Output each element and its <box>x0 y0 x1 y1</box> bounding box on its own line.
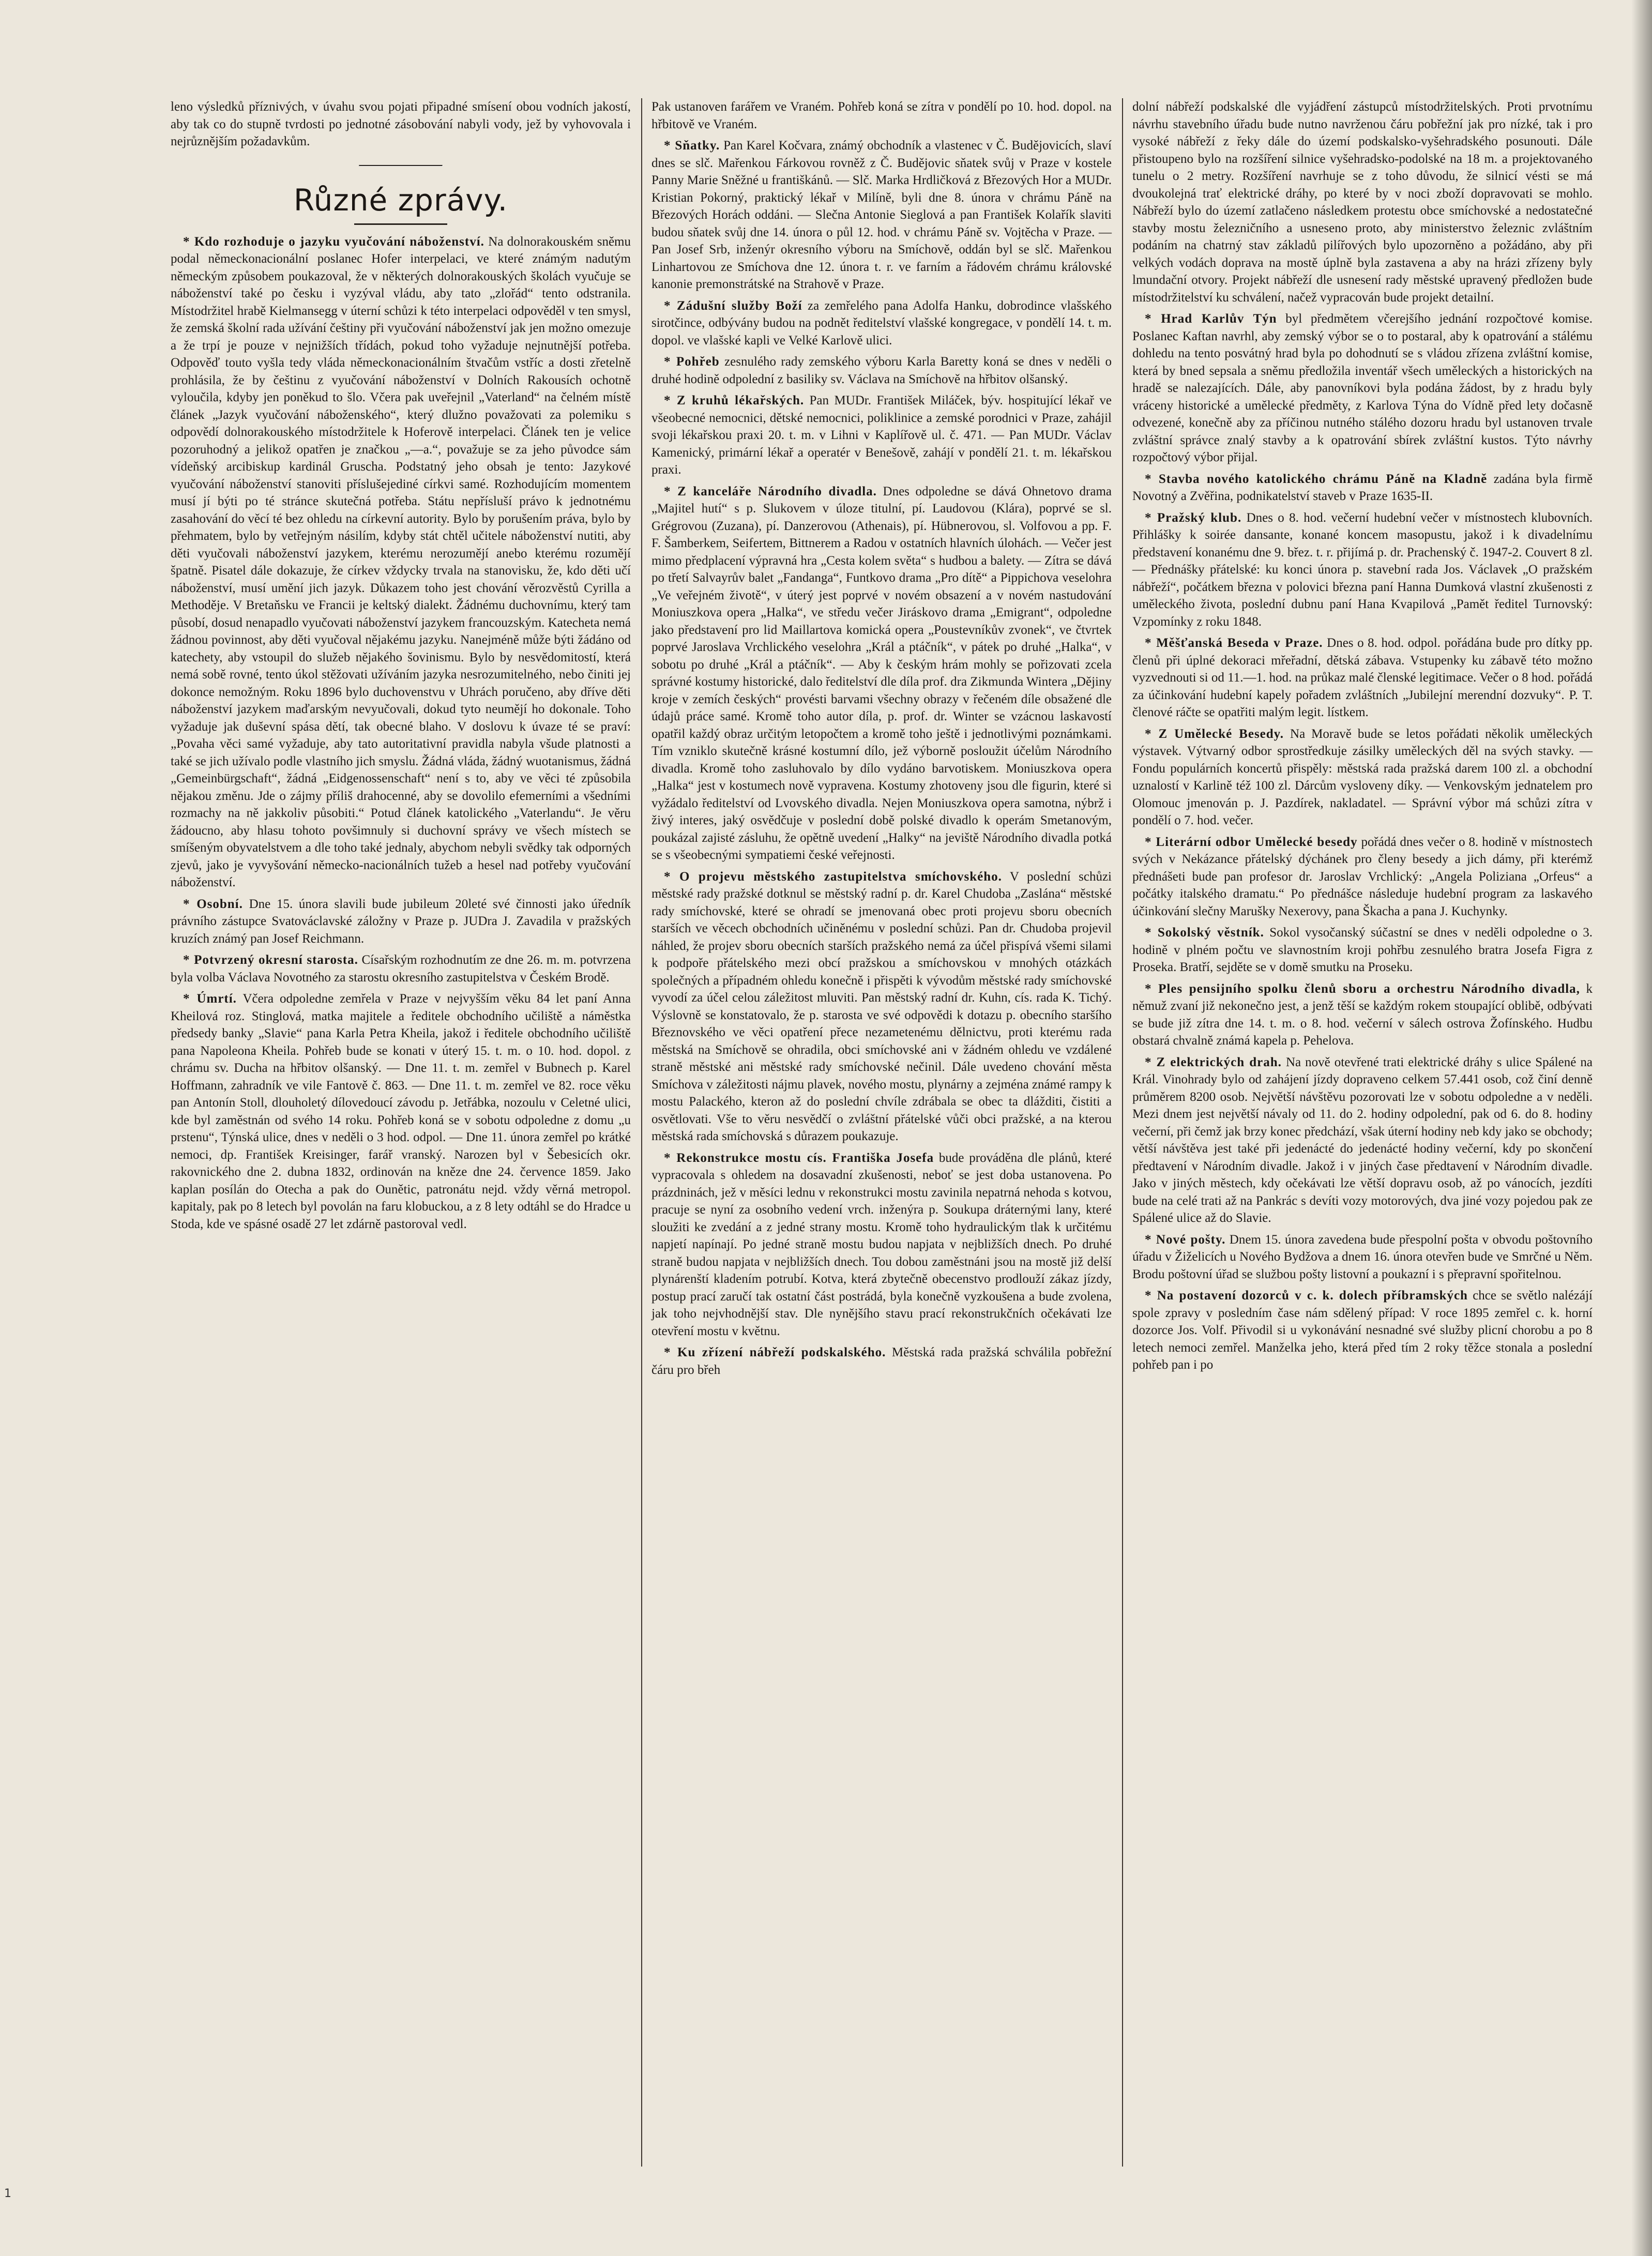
article-text: leno výsledků příznivých, v úvahu svou pojati připadné smísení obou vodních jakostí, aby tak co do stupně tvrdosti po jednotné zásobování nabyli vody, jež by vyhovovala i nejrůznějším požadavkům. <box>171 100 631 148</box>
newspaper-page <box>155 98 1603 2177</box>
article-text: Pan Karel Kočvara, známý obchodník a vlastenec v Č. Budějovicích, slaví dnes se slč. Mařenkou Fárkovou rovněž z Č. Budějovic sňatek svůj v Praze v kostele Panny Marie Sněžné u františkánů. — Slč. Marka Hrdličková z Březových Hor a MUDr. Kristian Pokorný, praktický lékař v Milíně, byli dne 8. února v chrámu Páně na Březových Horách oddáni. — Slečna Antonie Sieglová a pan František Kolařík slaviti budou sňatek svůj dne 14. února o půl 12. hod. v chrámu Páně sv. Vojtěcha v Praze. — Pan Josef Srb, inženýr okresního výboru na Smíchově, oddán byl se slč. Mařenkou Linhartovou ze Smíchova dne 12. února t. r. ve farním a řádovém chrámu královské kanonie premonstrátské na Strahově v Praze. <box>651 139 1112 291</box>
article-title: * Pohřeb <box>664 355 720 369</box>
page-edge-shadow <box>1631 0 1652 2256</box>
section-rule <box>354 223 447 225</box>
article-text: k němuž zvaní již nekonečno jest, a jenž těší se každým rokem stoupající oblibě, odbývati se bude již zítra dne 14. t. m. o 8. hod. večerní v sálech ostrova Žofínského. Hudbu obstará chvalně známá kapela p. Pehelova. <box>1132 981 1593 1048</box>
article-title: * Úmrtí. <box>183 992 237 1006</box>
article-title: * Pražský klub. <box>1145 510 1242 525</box>
article <box>1132 634 1593 721</box>
article-title: * Ples pensijního spolku členů sboru a orchestru Národního divadla, <box>1145 981 1580 996</box>
article <box>171 233 631 891</box>
column-2 <box>651 98 1112 1383</box>
article-title: * Rekonstrukce mostu cís. Františka Josefa <box>664 1150 934 1165</box>
article-text: Městská rada pražská schválila pobřežní čáru pro břeh <box>651 1345 1112 1377</box>
article-text: Pak ustanoven farářem ve Vraném. Pohřeb koná se zítra v pondělí po 10. hod. dopol. na hřbitově ve Vraném. <box>651 100 1112 131</box>
article-text: Pan MUDr. František Miláček, býv. hospitující lékař ve všeobecné nemocnici, dětské nemocnici, poliklinice a zemské porodnici v Praze, zahájil svoji lékařskou praxi 20. t. m. v Lihni v Kaplířově ul. č. 471. — Pan MUDr. Václav Kamenický, primární lékař a operatér v Benešově, zahájí v pondělí 21. t. m. lékařskou praxi. <box>651 393 1112 477</box>
article-title: * Na postavení dozorců v c. k. dolech příbramských <box>1145 1289 1468 1303</box>
section-heading: Různé zprávy. <box>293 182 508 218</box>
article-title: * Sňatky. <box>664 139 720 153</box>
article-title: * Z elektrických drah. <box>1145 1055 1282 1069</box>
article-text: chce se světlo nalézájí spole zpravy v posledním čase nám sdělený případ: V roce 1895 zemřel c. k. horní dozorce Jos. Volf. Přivodil si u vykonávání nesnadné své služby plicní chorobu a po 8 letech nemoci zemřel. Manželka jeho, která před tím 2 roky těžce stonala a poslední pohřeb pan i po <box>1132 1289 1593 1372</box>
column-3 <box>1132 98 1593 1378</box>
article-title: * Kdo rozhoduje o jazyku vyučování náboženství. <box>183 234 484 249</box>
article <box>1132 1054 1593 1227</box>
article-text: Dnem 15. února zavedena bude přespolní pošta v obvodu poštovního úřadu v Žiželicích u Nového Bydžova a dnem 16. února otevřen bude ve Smrčné u Něm. Brodu poštovní úřad se službou pošty listovní a poukazní i s přepravní spořitelnou. <box>1132 1232 1593 1281</box>
column-divider <box>641 98 642 2167</box>
article-text: dolní nábřeží podskalské dle vyjádření zástupců místodržitelských. Proti prvotnímu návrhu stavebního úřadu bude nutno navrženou čáru pobřežní jak pro nízké, tak i pro vysoké nábřeží z řeky dále do území podskalsko-vyšehradského posunouti. Dále přistoupeno bylo na rozšíření silnice vyšehradsko-podolské na 18 m. a projektovaného tunelu o 2 metry. Rozšíření navrhuje se z toho důvodu, že silnicí vésti se má dvoukolejná trať elektrické dráhy, po které by v noci zboží dopravovati se mohlo. Nábřeží bylo do území zatlačeno následkem protestu obce smíchovské a nedostatečné stavby mostu železničního a usneseno proto, aby ministerstvo železnic zvláštním podáním na chatrný stav základů pilířových bylo upozorněno a požádáno, aby při velkých vodách doprava na mostě úplně byla zastavena a aby na hrázi zřízeny byly lmundační otvory. Projekt nábřeží dle usnesení rady městské upravený předložen bude místodržitelství ku schválení, načež vypracován bude projekt detailní. <box>1132 100 1593 305</box>
article <box>1132 1287 1593 1374</box>
article-text: Na nově otevřené trati elektrické dráhy s ulice Spálené na Král. Vinohrady bylo od zahájení jízdy dopraveno celkem 57.441 osob, což činí denně průměrem 8200 osob. Největší návštěvu pozorovati lze v sobotu odpoledne a v neděli. Mezi dnem jest největší návaly od 11. do 2. hodiny odpolední, pak od 6. do 8. hodiny večerní, při čemž jak brzy konec předchází, však úterní hodiny neb kdy jako se obchody; větší návštěva jest také při jedenácté do jedenácté hodiny večerní, kdy po skončení předtavení v Národním divadle. Jakož i v jiných čase předtavení v Národním divadle. Jako v jiných městech, kdy očekávati lze větší dopravu osob, až po vánocích, jezdíti bude na celé trati až na Pankrác s devíti vozy motorových, dva jiné vozy pojedou pak ze Spálené ulice až do Slavie. <box>1132 1055 1593 1225</box>
article-text: Dnes o 8. hod. večerní hudební večer v místnostech klubovních. Přihlášky k soirée dansante, konané koncem masopustu, jakož i k divadelnímu představení konanému dne 9. břez. t. r. přijímá p. dr. Prachenský č. 1947-2. Couvert 8 zl. — Přednášky přátelské: ku konci února p. stavební rada Jos. Václavek „O pražském nábřeží“, počátkem března v polovici března paní Hanna Dumková vlastní zkušenosti z uměleckého života, poslední dubnu paní Hana Kvapilová „Pamět ředitel Turnovský: Vzpomínky z roku 1848. <box>1132 510 1593 629</box>
article-title: * Z kanceláře Národního divadla. <box>664 484 877 498</box>
margin-mark: 1 <box>4 2187 11 2200</box>
article-text: pořádá dnes večer o 8. hodině v místnostech svých v Nekázance přátelský dýchánek pro členy besedy a jich dámy, při kterémž přednášeti bude pan profesor dr. Jaroslav Vrchlický: „Angela Poliziana „Orfeus“ a počátky italského dramatu.“ Po přednášce následuje hudební program za laskavého účinkování slečny Marušky Nexerovy, pana Škacha a pana J. Kuchynky. <box>1132 835 1593 918</box>
article-text: Včera odpoledne zemřela v Praze v nejvyšším věku 84 let paní Anna Kheilová roz. Stinglová, matka majitele a ředitele obchodního učiliště a náměstka předsedy banky „Slavie“ pana Karla Petra Kheila, jakož i ředitele obchodního učiliště pana Napoleona Kheila. Pohřeb bude se konati v úterý 15. t. m. o 10. hod. dopol. z chrámu sv. Ducha na hřbitov olšanský. — Dne 11. t. m. zemřel v Bubnech p. Karel Hoffmann, zahradník ve vile Fantově č. 863. — Dne 11. t. m. zemřel ve 82. roce věku pan Antonín Stoll, dlouholetý dílovedoucí závodu p. Jetřábka, nozoulu v Celetné ulici, kde byl zaměstnán od svého 14 roku. Pohřeb koná se v sobotu odpoledne z domu „u prstenu“, Týnská ulice, dnes v neděli o 3 hod. odpol. — Dne 11. února zemřel po krátké nemoci, dp. František Kreisinger, farář vranský. Narozen byl v Šebesicích okr. rakovnického dne 2. dubna 1832, ordinován na kněze dne 24. července 1859. Jako kaplan posílán do Otecha a pak do Ounětic, patronátu nejd. vždy věrná metropol. kapitaly, pak po 8 letech byl povolán na faru klobuckou, a z 8 lety odtáhl se do Hradce u Stoda, kde ve spásné osadě 27 let zdárně pastoroval vedl. <box>171 992 631 1231</box>
article-text: bude prováděna dle plánů, které vypracovala s ohledem na dosavadní zkušenosti, neboť se jest doba ustanovena. Po prázdninách, jež v měsíci lednu v rekonstrukci mostu zavinila nepatrná nehoda s kotvou, pracuje se nyní za osobního vedení vrch. inženýra p. Soukupa dráternými lany, které sloužiti ke zvedání a z jedné strany mostu. Kromě toho hydraulickým tlak k určitému napjetí napínají. Po jedné straně mostu budou napjata v nejbližších dnech. Po druhé straně budou napjata v nejbližších dnech. Tou dobou zaměstnáni jsou na mostě již delší plynárenští kladením potrubí. Kotva, která zbytečně obecenstvo prodlouží zákaz jízdy, postup prací zaručí tak ostatní část postrádá, byla konečně vyzkoušena a bude zvolena, jak toho nejvhodnější stav. Dle nynějšího stavu prací rekonstrukčních očekávati lze otevření mostu v květnu. <box>651 1150 1112 1338</box>
article-text: Sokol vysočanský súčastní se dnes v neděli odpoledne o 3. hodině v plném počtu ve slavnostním kroji pohřbu zesnulého bratra Josefa Figra z Proseka. Bratří, sejděte se v domě smutku na Proseku. <box>1132 926 1593 974</box>
article-text: Na dolnorakouském sněmu podal německonacionální poslanec Hofer interpelaci, ve které známým nadutým německým způsobem poukazoval, že v některých dolnorakouských školách vyučuje se náboženství také po česku i vyzýval vládu, aby tato „zlořád“ tento odstranila. Místodržitel hrabě Kielmansegg v úterní schůzi k této interpelaci odpověděl v ten smysl, že zemská školní rada užívání češtiny při vyučování náboženství jak jen možno omezuje a že trpí je pouze v nejnižších třídách, pokud toho vyžaduje nejnutnější potřeba. Odpověď touto vyšla tedy vláda německonacionálním štvačům vstříc a dosti zřetelně prohlásila, že by češtinu z vyučování náboženství v Dolních Rakousích ochotně vyloučila, kdyby jen poněkud to šlo. Včera pak uveřejnil „Vaterland“ na čelném místě článek „Jazyk vyučování náboženského“, který dlužno považovati za polemiku s odpovědí dolnorakouského místodržitele k Hoferově interpelaci. Článek ten je velice pozoruhodný a jelikož opatřen je značkou „—a.“, považuje se za jeho původce sám vídeňský arcibiskup kardinál Gruscha. Podstatný jeho obsah je tento: Jazykové vyučování náboženství stanoviti příslušejediné církvi samé. Rozhodujícím momentem musí jí býti po té stránce skutečná potřeba. Státu nepřísluší právo k jednotnému zasahování do věcí té bez ohledu na církevní autority. Bylo by porušením práva, bylo by přehmatem, bylo by vetřejným násilím, kdyby stát chtěl učitele náboženství nutiti, aby děti vyučovali náboženství jazykem, kterému nerozumějí anebo kterému rozumějí špatně. Pisatel dále dokazuje, že církev vždycky trvala na stanovisku, že, kdo děti učí náboženství, musí umění jich jazyk. Důkazem toho jest chování věrozvěstů Cyrilla a Methoděje. V Bretaňsku ve Francii je keltský dialekt. Žádnému duchovnímu, který tam působí, dosud nenapadlo vyučovati náboženství jazykem francouzským. Katecheta nemá žádnou povinnost, aby děti vyučoval nějakému jazyku. Nanejméně může býti žádáno od katechety, aby vstoupil do služeb nějakého šovinismu. Bylo by nesvědomitostí, která nemá sobě rovné, tento úkol stěžovati užíváním jazyka nesrozumitelného, nebo činiti jej dokonce nemožným. Roku 1896 bylo duchovenstvu v Uhrách poručeno, aby dříve děti náboženství jazykem maďarským nevyučovali, dokud tyto neumějí ho dokonale. Toho vyžaduje jak duševní spása dětí, tak obecné blaho. V doslovu k úvaze té se praví: „Povaha věci samé vyžaduje, aby tato autoritativní pravidla nabyla všude platnosti a také se jich užívalo podle vlastního jich smyslu. Žádná vláda, žádný wuotanismus, žádná „Gemeinbürgschaft“, žádná „Eidgenossenschaft“ není s to, aby ve věci té způsobila nějakou změnu. Jde o zájmy příliš drahocenné, aby se dovolilo efemerními a všedními rozmachy na ně jakkoliv působiti.“ Potud článek katolického „Vaterlandu“. Je věru žádoucno, aby hlasu tohoto povšimnuly si duchovní správy ve všech místech se smíšeným obyvatelstvem a dle toho také jednaly, abychom nebyli svědky tak odporných zjevů, jako je vyvyšování německo-nacionálních tužeb a hesel nad potřeby vyučování náboženství. <box>171 234 631 889</box>
article-text: Císařským rozhodnutím ze dne 26. m. m. potvrzena byla volba Václava Novotného za starostu okresního zastupitelstva v Českém Brodě. <box>171 953 631 985</box>
article-text: Na Moravě bude se letos pořádati několik uměleckých výstavek. Výtvarný odbor sprostředkuje zásilky uměleckých děl na svých stavky. — Fondu populárních koncertů přispěly: městská rada pražská darem 100 zl. a obchodní uznalostí v Karlině též 100 zl. Dárcům vysloveny díky. — Venkovským jednatelem pro Olomouc jmenován p. J. Pazdírek, nakladatel. — Správní výbor má schůzi zítra v pondělí o 7. hod. večer. <box>1132 726 1593 827</box>
article <box>171 951 631 986</box>
article-text: zadána byla firmě Novotný a Zvěřina, podnikatelství staveb v Praze 1635-II. <box>1132 472 1593 503</box>
article-title: * Z Umělecké Besedy. <box>1145 726 1284 741</box>
article <box>1132 980 1593 1050</box>
article <box>1132 310 1593 466</box>
article-text: Dnes o 8. hod. odpol. pořádána bude pro dítky pp. členů při úplné dekoraci mřeřadní, dětská zábava. Vstupenky ku zábavě této možno vyzvednouti si od 11.—1. hod. na průkaz malé členské legitimace. Večer o 8 hod. pořádá za účinkování hudební kapely pořadem zvláštních „Jubilejní merendní dozvuky“. P. T. členové ráčte se opatřiti malým legit. lístkem. <box>1132 636 1593 719</box>
article <box>651 297 1112 350</box>
article <box>1132 509 1593 631</box>
section-rule <box>359 165 443 166</box>
article <box>651 392 1112 479</box>
article-text: V poslední schůzi městské rady pražské dotknul se městský radní p. dr. Karel Chudoba „Zaslána“ městské rady smíchovské, které se ohradí se jmenovaná obec proti projevu sboru obecních starších ve věcech obchodních učiněnému v poslední schůzi. Pan dr. Chudoba projevil náhled, že projev sboru obecních starších pražského nemá za účel přispívá všemi silami k podpoře přátelského mezi obcí pražskou a smíchovskou v mnohých otázkách společných a případném ohledu konečně i přispěti k vývodům městské rady smíchovské vyvodí za účel celou záležitost mluviti. Pan městský radní dr. Kuhn, cís. rada K. Tichý. Výslovně se konstatovalo, že p. starosta ve své odpovědi k dotazu p. obecního staršího Březnovského ve věci opatření přece nezametenému dělnictvu, proti kterému rada městská na Smíchově se ohradila, obci smíchovské ani v žádném ohledu ve vzdálené straně městské ani městské rady smíchovské nečinil. Dále uvedeno chování města Smíchova v záležitosti nájmu plavek, nového mostu, plynárny a zejména známé rampy k mostu Palackého, kteron až do poslední chvíle zdrábala se obec ta dlážditi, čistiti a osvětlovati. Vše to věru nesvědčí o zvláštní přátelské vůči obci pražské, a na kterou městská rada smíchovská s důrazem poukazuje. <box>651 869 1112 1143</box>
article-title: * Ku zřízení nábřeží podskalského. <box>664 1345 886 1359</box>
article <box>651 137 1112 293</box>
article-title: * O projevu městského zastupitelstva smíchovského. <box>664 869 1002 884</box>
article-title: * Literární odbor Umělecké besedy <box>1145 835 1358 849</box>
article-title: * Nové pošty. <box>1145 1232 1226 1247</box>
article <box>171 990 631 1233</box>
article <box>651 868 1112 1145</box>
article-title: * Hrad Karlův Týn <box>1145 312 1277 326</box>
article <box>651 353 1112 388</box>
article <box>1132 725 1593 829</box>
article-text: byl předmětem včerejšího jednání rozpočtové komise. Poslanec Kaftan navrhl, aby zemský výbor se o to postaral, aby k opatrování a stálému dohledu na tento posvátný hrad byla po dohodnutí se s vládou zřízena zvláštní komise, která by bned sepsala a sněmu předložila inventář všech uměleckých a historických na hradě se nalezajících. Dále, aby panovníkovi byla podána žádost, by z hradu byly vráceny historické a umělecké předměty, z Karlova Týna do Vídně před lety dočasně odvezené, konečně aby za příčinou nutného stálého dozoru hradu byl ustanoven trvale zvláštní správce znalý stavby a k opatrování sbírek zvláštní kustos. Týto návrhy rozpočtový výbor přijal. <box>1132 312 1593 464</box>
article <box>1132 471 1593 505</box>
article-title: * Měšťanská Beseda v Praze. <box>1145 636 1323 650</box>
article-title: * Osobní. <box>183 897 243 911</box>
article-title: * Stavba nového katolického chrámu Páně na Kladně <box>1145 472 1488 486</box>
column-1 <box>171 98 631 1237</box>
article <box>1132 834 1593 920</box>
article <box>1132 1231 1593 1283</box>
article-title: * Sokolský věstník. <box>1145 926 1264 940</box>
article-title: * Zádušní služby Boží <box>664 298 802 313</box>
article-text: Dne 15. února slavili bude jubileum 20leté své činnosti jako úředník právního zástupce Svatováclavské záložny v Praze p. JUDra J. Zavadila v pražských kruzích známý pan Josef Reichmann. <box>171 897 631 946</box>
article-title: * Potvrzený okresní starosta. <box>183 953 358 967</box>
article <box>651 1149 1112 1340</box>
article-title: * Z kruhů lékařských. <box>664 393 805 407</box>
article <box>1132 924 1593 976</box>
article-text: Dnes odpoledne se dává Ohnetovo drama „Majitel hutí“ s p. Slukovem v úloze titulní, pí. Laudovou (Klára), poprvé se sl. Grégrovou (Zuzana), pí. Danzerovou (Athenais), pí. Hübnerovou, sl. Volfovou a pp. F. F. Šamberkem, Seifertem, Bittnerem a Radou v ostatních hlavních úlohách. — Večer jest mimo předplacení výpravná hra „Cesta kolem světa“ s hudbou a balety. — Zítra se dává po třetí Salvayrův balet „Fandanga“, Funtkovo drama „Pro dítě“ a Pippichova veselohra „Ve veřejném životě“, v úterý jest poprvé v novém obsazení a v novém nastudování Moniuszkova opera „Halka“, ve středu večer Jiráskovo drama „Emigrant“, odpoledne jako představení pro lid Maillartova komická opera „Poustevníkův zvonek“, ve čtvrtek poprvé Jaroslava Vrchlického veselohra „Král a ptáčník“, v pátek po druhé „Halka“, v sobotu po druhé „Král a ptáčník“. — Aby k českým hrám mohly se pořizovati zcela správné kostumy historické, dalo ředitelství dle díla prof. dra Zikmunda Wintera „Dějiny kroje v zemích českých“ provésti barvami všechny obrazy v řečeném díle obsažené dle údajů práce samé. Kromě toho autor díla, p. prof. dr. Winter se vzácnou laskavostí opatřil každý obraz určitým letopočtem a kromě toho ještě i jednotlivými poznámkami. Tím vzniklo skutečně krásné kostumní dílo, jež výborně posloužit účelům Národního divadla. Kromě toho zasluhovalo by dílo vydáno barvotiskem. Moniuszkova opera „Halka“ jest v kostumech nově vypravena. Kostumy zhotoveny jsou dle figurin, které si vyžádalo ředitelství od Lvovského divadla. Nejen Moniuszkova opera samotna, nýbrž i živý interes, jaký osvědčuje v poslední době polské divadlo k operám Smetanovým, poukázal zajisté zásluhu, že opětně uvedení „Halky“ na jeviště Národního divadla potká se s všeobecnými sympatiemi české veřejnosti. <box>651 484 1112 862</box>
article <box>651 483 1112 864</box>
article <box>171 896 631 948</box>
article <box>651 1344 1112 1379</box>
column-divider <box>1122 98 1123 2167</box>
article-text: za zemřelého pana Adolfa Hanku, dobrodince vlašského sirotčince, odbývány budou na podnět ředitelství vlašské kongregace, v pondělí 14. t. m. dopol. ve vlašské kapli ve Velké Karlově ulici. <box>651 298 1112 347</box>
article-text: zesnulého rady zemského výboru Karla Baretty koná se dnes v neděli o druhé hodině odpolední z basiliky sv. Václava na Smíchově na hřbitov olšanský. <box>651 355 1112 386</box>
